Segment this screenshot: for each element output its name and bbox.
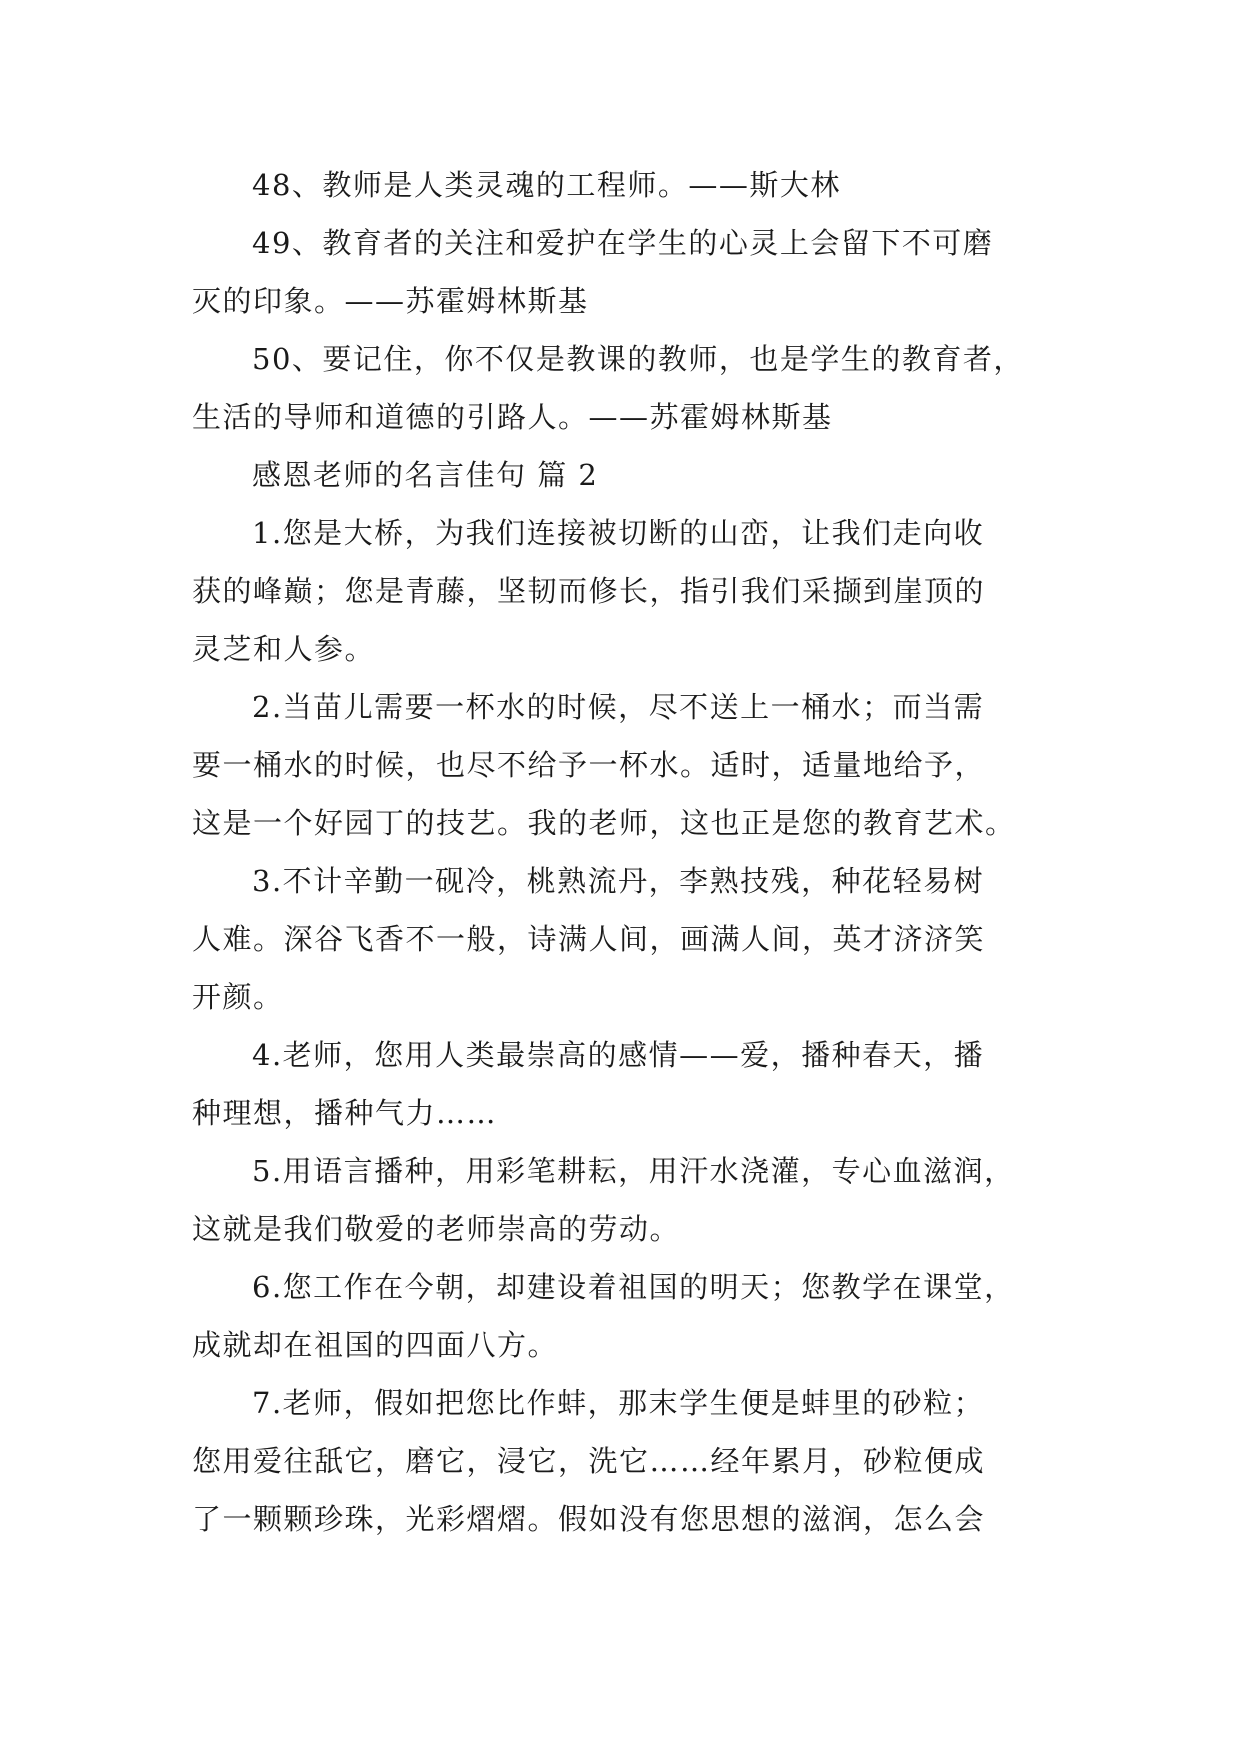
text-line: 人难。深谷飞香不一般，诗满人间，画满人间，英才济济笑	[192, 922, 986, 956]
text-line: 48、教师是人类灵魂的工程师。——斯大林	[252, 168, 841, 202]
text-line: 3.不计辛勤一砚冷，桃熟流丹，李熟技残，种花轻易树	[252, 864, 985, 898]
text-line: 获的峰巅；您是青藤，坚韧而修长，指引我们采撷到崖顶的	[192, 574, 986, 608]
text-line: 1.您是大桥，为我们连接被切断的山峦，让我们走向收	[252, 516, 985, 550]
text-line: 开颜。	[192, 980, 284, 1014]
text-line: 7.老师，假如把您比作蚌，那末学生便是蚌里的砂粒；	[252, 1386, 985, 1420]
text-line: 要一桶水的时候，也尽不给予一杯水。适时，适量地给予，	[192, 748, 986, 782]
text-line: 您用爱往舐它，磨它，浸它，洗它……经年累月，砂粒便成	[192, 1444, 986, 1478]
text-line: 这是一个好园丁的技艺。我的老师，这也正是您的教育艺术。	[192, 806, 1016, 840]
text-line: 49、教育者的关注和爱护在学生的心灵上会留下不可磨	[252, 226, 994, 260]
document-body	[192, 156, 1052, 1548]
text-line: 种理想，播种气力……	[192, 1096, 498, 1130]
text-line: 2.当苗儿需要一杯水的时候，尽不送上一桶水；而当需	[252, 690, 985, 724]
text-line: 灭的印象。——苏霍姆林斯基	[192, 284, 589, 318]
text-line: 5.用语言播种，用彩笔耕耘，用汗水浇灌，专心血滋润，	[252, 1154, 1015, 1188]
text-line: 6.您工作在今朝，却建设着祖国的明天；您教学在课堂，	[252, 1270, 1015, 1304]
text-line: 感恩老师的名言佳句 篇 2	[252, 458, 599, 492]
text-line: 50、要记住，你不仅是教课的教师，也是学生的教育者，	[252, 342, 1024, 376]
text-line: 生活的导师和道德的引路人。——苏霍姆林斯基	[192, 400, 833, 434]
text-line: 4.老师，您用人类最崇高的感情——爱，播种春天，播	[252, 1038, 985, 1072]
text-line: 了一颗颗珍珠，光彩熠熠。假如没有您思想的滋润，怎么会	[192, 1502, 986, 1536]
text-line: 灵芝和人参。	[192, 632, 376, 666]
text-line: 成就却在祖国的四面八方。	[192, 1328, 559, 1362]
text-line: 这就是我们敬爱的老师崇高的劳动。	[192, 1212, 681, 1246]
